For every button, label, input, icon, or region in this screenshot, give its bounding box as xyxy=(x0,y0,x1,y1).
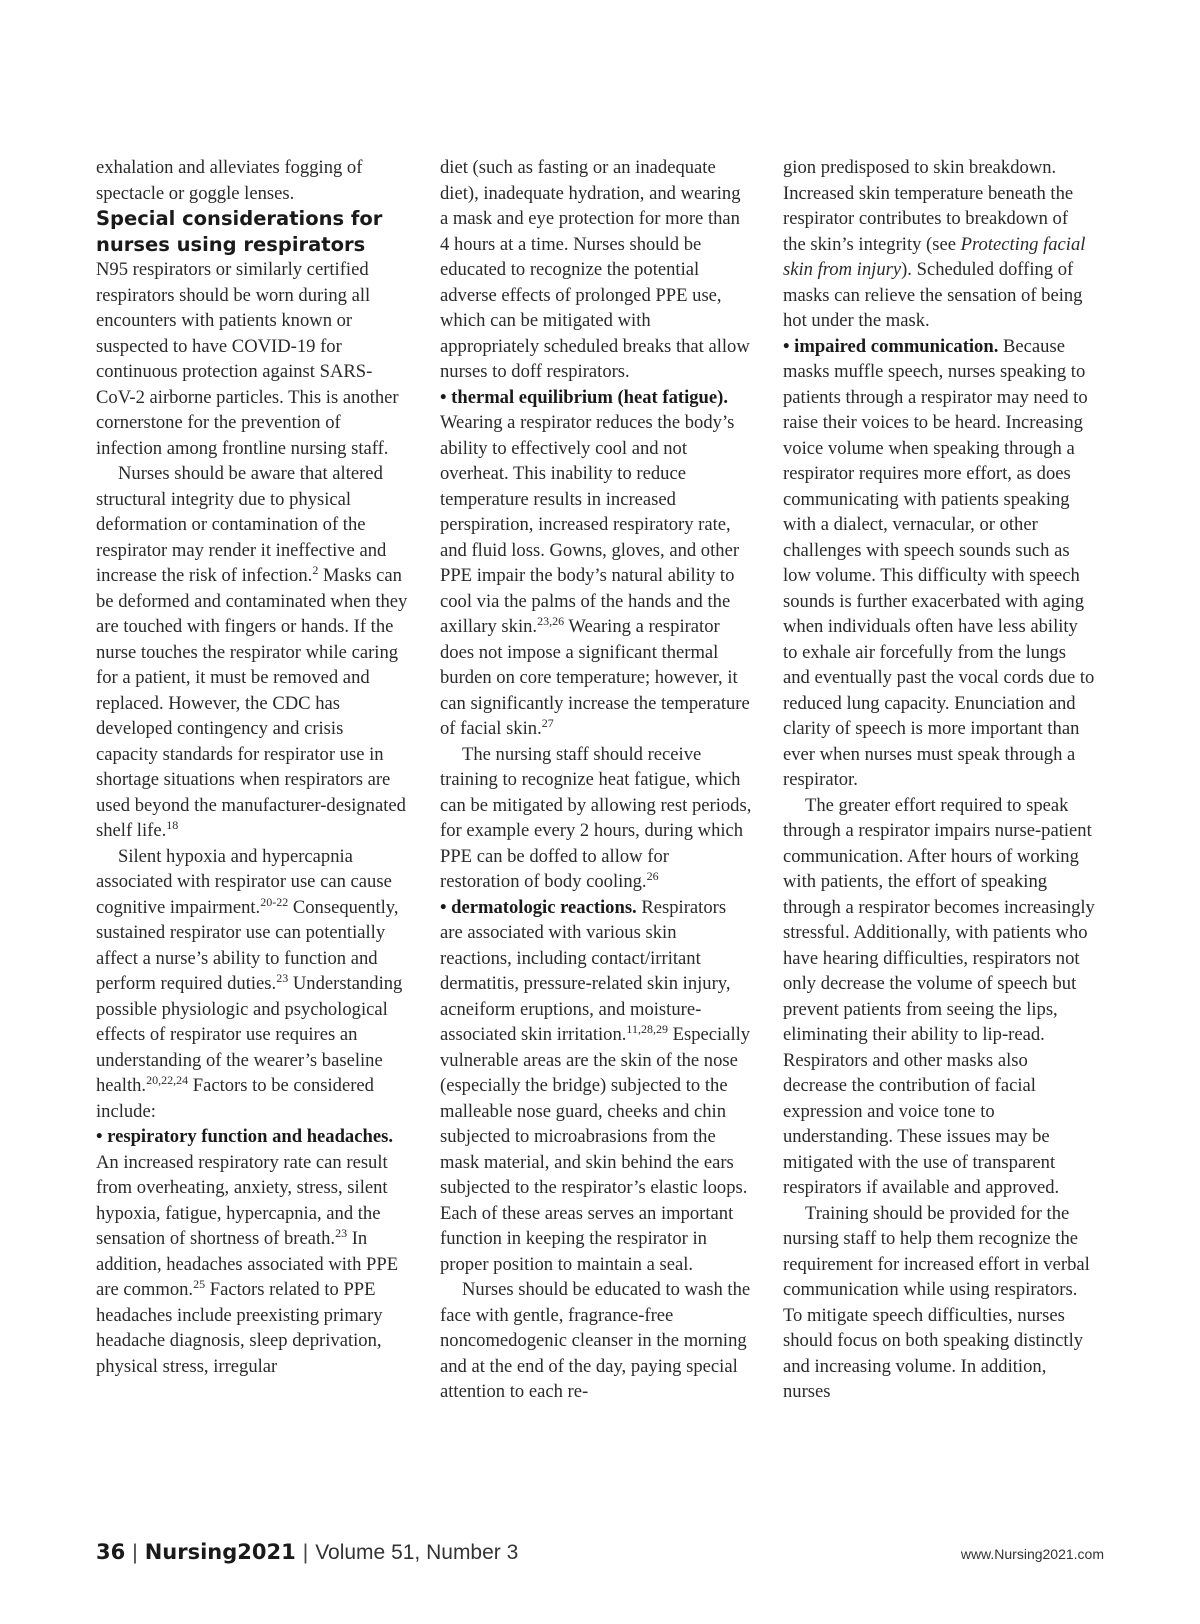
paragraph-text: Factors related to PPE headaches include preexisting primary headache diagnosis, sleep deprivation, physical stress, irregular xyxy=(96,1279,383,1377)
page-footer xyxy=(96,1540,1104,1570)
footer-separator: | xyxy=(132,1541,138,1564)
reference-superscript: 25 xyxy=(193,1277,206,1291)
paragraph xyxy=(783,155,1095,334)
paragraph-text: Wearing a respirator reduces the body’s ability to effectively cool and not overheat. This inability to reduce temperature results in increased perspiration, increased respiratory rate, and fluid loss. Gowns, gloves, and other PPE impair the body’s natural ability to cool via the palms of the hands and the axillary skin. xyxy=(440,412,740,637)
paragraph-text: gion predisposed to skin breakdown. Increased skin temperature beneath the respirator contributes to breakdown of the skin’s integrity (see xyxy=(783,157,1074,255)
bullet-title: • respiratory function and headaches. xyxy=(96,1126,393,1147)
paragraph: diet (such as fasting or an inadequate diet), inadequate hydration, and wearing a mask and eye protection for more than 4 hours at a time. Nurses should be educated to recognize the potential adverse effects of prolonged PPE use, which can be mitigated with appropriately scheduled breaks that allow nurses to doff respirators. xyxy=(440,157,750,382)
bullet-title: • dermatologic reactions. xyxy=(440,896,637,918)
paragraph-text: In addition, headaches associated with PPE are common. xyxy=(96,1228,399,1300)
reference-superscript: 23 xyxy=(276,971,289,985)
paragraph xyxy=(96,844,408,1125)
website-url: www.Nursing2021.com xyxy=(960,1546,1104,1562)
bullet-item xyxy=(440,385,752,742)
bullet-title: • thermal equilibrium (heat fatigue). xyxy=(440,386,728,408)
paragraph xyxy=(96,461,408,844)
footer-left xyxy=(96,1540,518,1565)
reference-superscript: 18 xyxy=(166,818,179,832)
column-2 xyxy=(440,155,752,1405)
paragraph-text: Factors to be considered include: xyxy=(96,1075,374,1122)
paragraph-text: Wearing a respirator does not impose a significant thermal burden on core temperature; however, it can significantly increase the temperature of facial skin. xyxy=(440,616,750,739)
paragraph: exhalation and alleviates fogging of spectacle or goggle lenses. xyxy=(96,157,363,204)
sidebar-reference: Protecting facial skin from injury xyxy=(783,233,1086,280)
reference-superscript: 26 xyxy=(646,869,659,883)
reference-superscript: 2 xyxy=(312,563,319,577)
paragraph: Training should be provided for the nursing staff to help them recognize the requirement for increased effort in verbal communication while using respirators. To mitigate speech difficulties, nurses should focus on both speaking distinctly and increasing volume. In addition, nurses xyxy=(783,1202,1090,1402)
paragraph-text: Masks can be deformed and contaminated when they are touched with fingers or hands. If the nurse touches the respirator while caring for a patient, it must be removed and replaced. However, the CDC has developed contingency and crisis capacity standards for respirator use in shortage situations when respirators are used beyond the manufacturer-designated shelf life. xyxy=(96,565,408,841)
paragraph-text: Because masks muffle speech, nurses speaking to patients through a respirator may need to raise their voices to be heard. Increasing voice volume when speaking through a respirator requires more effort, as does communicating with patients speaking with a dialect, vernacular, or other challenges with speech sounds such as low volume. This difficulty with speech sounds is further exacerbated with aging when individuals often have less ability to exhale air forcefully from the lungs and eventually past the vocal cords due to reduced lung capacity. Enunciation and clarity of speech is more important than ever when nurses must speak through a respirator. xyxy=(783,335,1095,790)
bullet-item xyxy=(783,334,1095,793)
column-1 xyxy=(96,155,408,1379)
paragraph-text: An increased respiratory rate can result from overheating, anxiety, stress, silent hypoxia, fatigue, hypercapnia, and the sensation of shortness of breath. xyxy=(96,1151,388,1249)
paragraph xyxy=(440,742,752,895)
paragraph: Nurses should be educated to wash the face with gentle, fragrance-free noncomedogenic cleanser in the morning and at the end of the day, paying special attention to each re- xyxy=(440,1279,751,1402)
reference-superscript: 23,26 xyxy=(537,614,565,628)
reference-superscript: 20-22 xyxy=(260,894,289,909)
paragraph: The greater effort required to speak through a respirator impairs nurse-patient communication. After hours of working with patients, the effort of speaking through a respirator becomes increasingly stressful. Additionally, with patients who have hearing difficulties, respirators not only decrease the volume of speech but prevent patients from seeing the lips, eliminating their ability to lip-read. Respirators and other masks also decrease the contribution of facial expression and voice tone to understanding. These issues may be mitigated with the use of transparent respirators if available and approved. xyxy=(783,794,1095,1198)
column-3 xyxy=(783,155,1095,1405)
paragraph: N95 respirators or similarly certified respirators should be worn during all encounters with patients known or suspected to have COVID-19 for continuous protection against SARS-CoV-2 airborne particles. This is another cornerstone for the prevention of infection among frontline nursing staff. xyxy=(96,259,399,459)
reference-superscript: 20,22,24 xyxy=(146,1073,189,1087)
bullet-item xyxy=(440,895,752,1278)
section-heading: Special considerations for nurses using respirators xyxy=(96,207,383,256)
footer-separator: | xyxy=(302,1541,309,1564)
paragraph-text: Especially vulnerable areas are the skin of the nose (especially the bridge) subjected to the malleable nose guard, cheeks and chin subjected to microabrasions from the mask material, and skin behind the ears subjected to the respirator’s elastic loops. Each of these areas serves an important function in keeping the respirator in proper position to maintain a seal. xyxy=(440,1024,751,1275)
bullet-title: • impaired communication. xyxy=(783,335,999,357)
paragraph-text: Silent hypoxia and hypercapnia associated with respirator use can cause cognitive impairment. xyxy=(96,845,392,918)
paragraph-text: The nursing staff should receive training to recognize heat fatigue, which can be mitigated by allowing rest periods, for example every 2 hours, during which PPE can be doffed to allow for restoration of body cooling. xyxy=(440,743,752,892)
magazine-name: Nursing2021 xyxy=(144,1540,296,1564)
volume-info: Volume 51, Number 3 xyxy=(315,1541,519,1564)
paragraph-text: Nurses should be aware that altered structural integrity due to physical deformation or contamination of the respirator may render it ineffective and increase the risk of infection. xyxy=(96,463,387,586)
paragraph-text: ). Scheduled doffing of masks can relieve the sensation of being hot under the mask. xyxy=(783,259,1083,331)
reference-superscript: 23 xyxy=(335,1226,348,1240)
page-number: 36 xyxy=(96,1540,126,1564)
paragraph-text: Respirators are associated with various skin reactions, including contact/irritant dermatitis, pressure-related skin injury, acneiform eruptions, and moisture-associated skin irritation. xyxy=(440,896,731,1045)
paragraph-text: Consequently, sustained respirator use can potentially affect a nurse’s ability to function and perform required duties. xyxy=(96,896,399,994)
paragraph-text: Understanding possible physiologic and psychological effects of respirator use requires an understanding of the wearer’s baseline health. xyxy=(96,973,403,1096)
reference-superscript: 11,28,29 xyxy=(626,1022,668,1036)
reference-superscript: 27 xyxy=(541,716,554,730)
bullet-item xyxy=(96,1124,408,1379)
